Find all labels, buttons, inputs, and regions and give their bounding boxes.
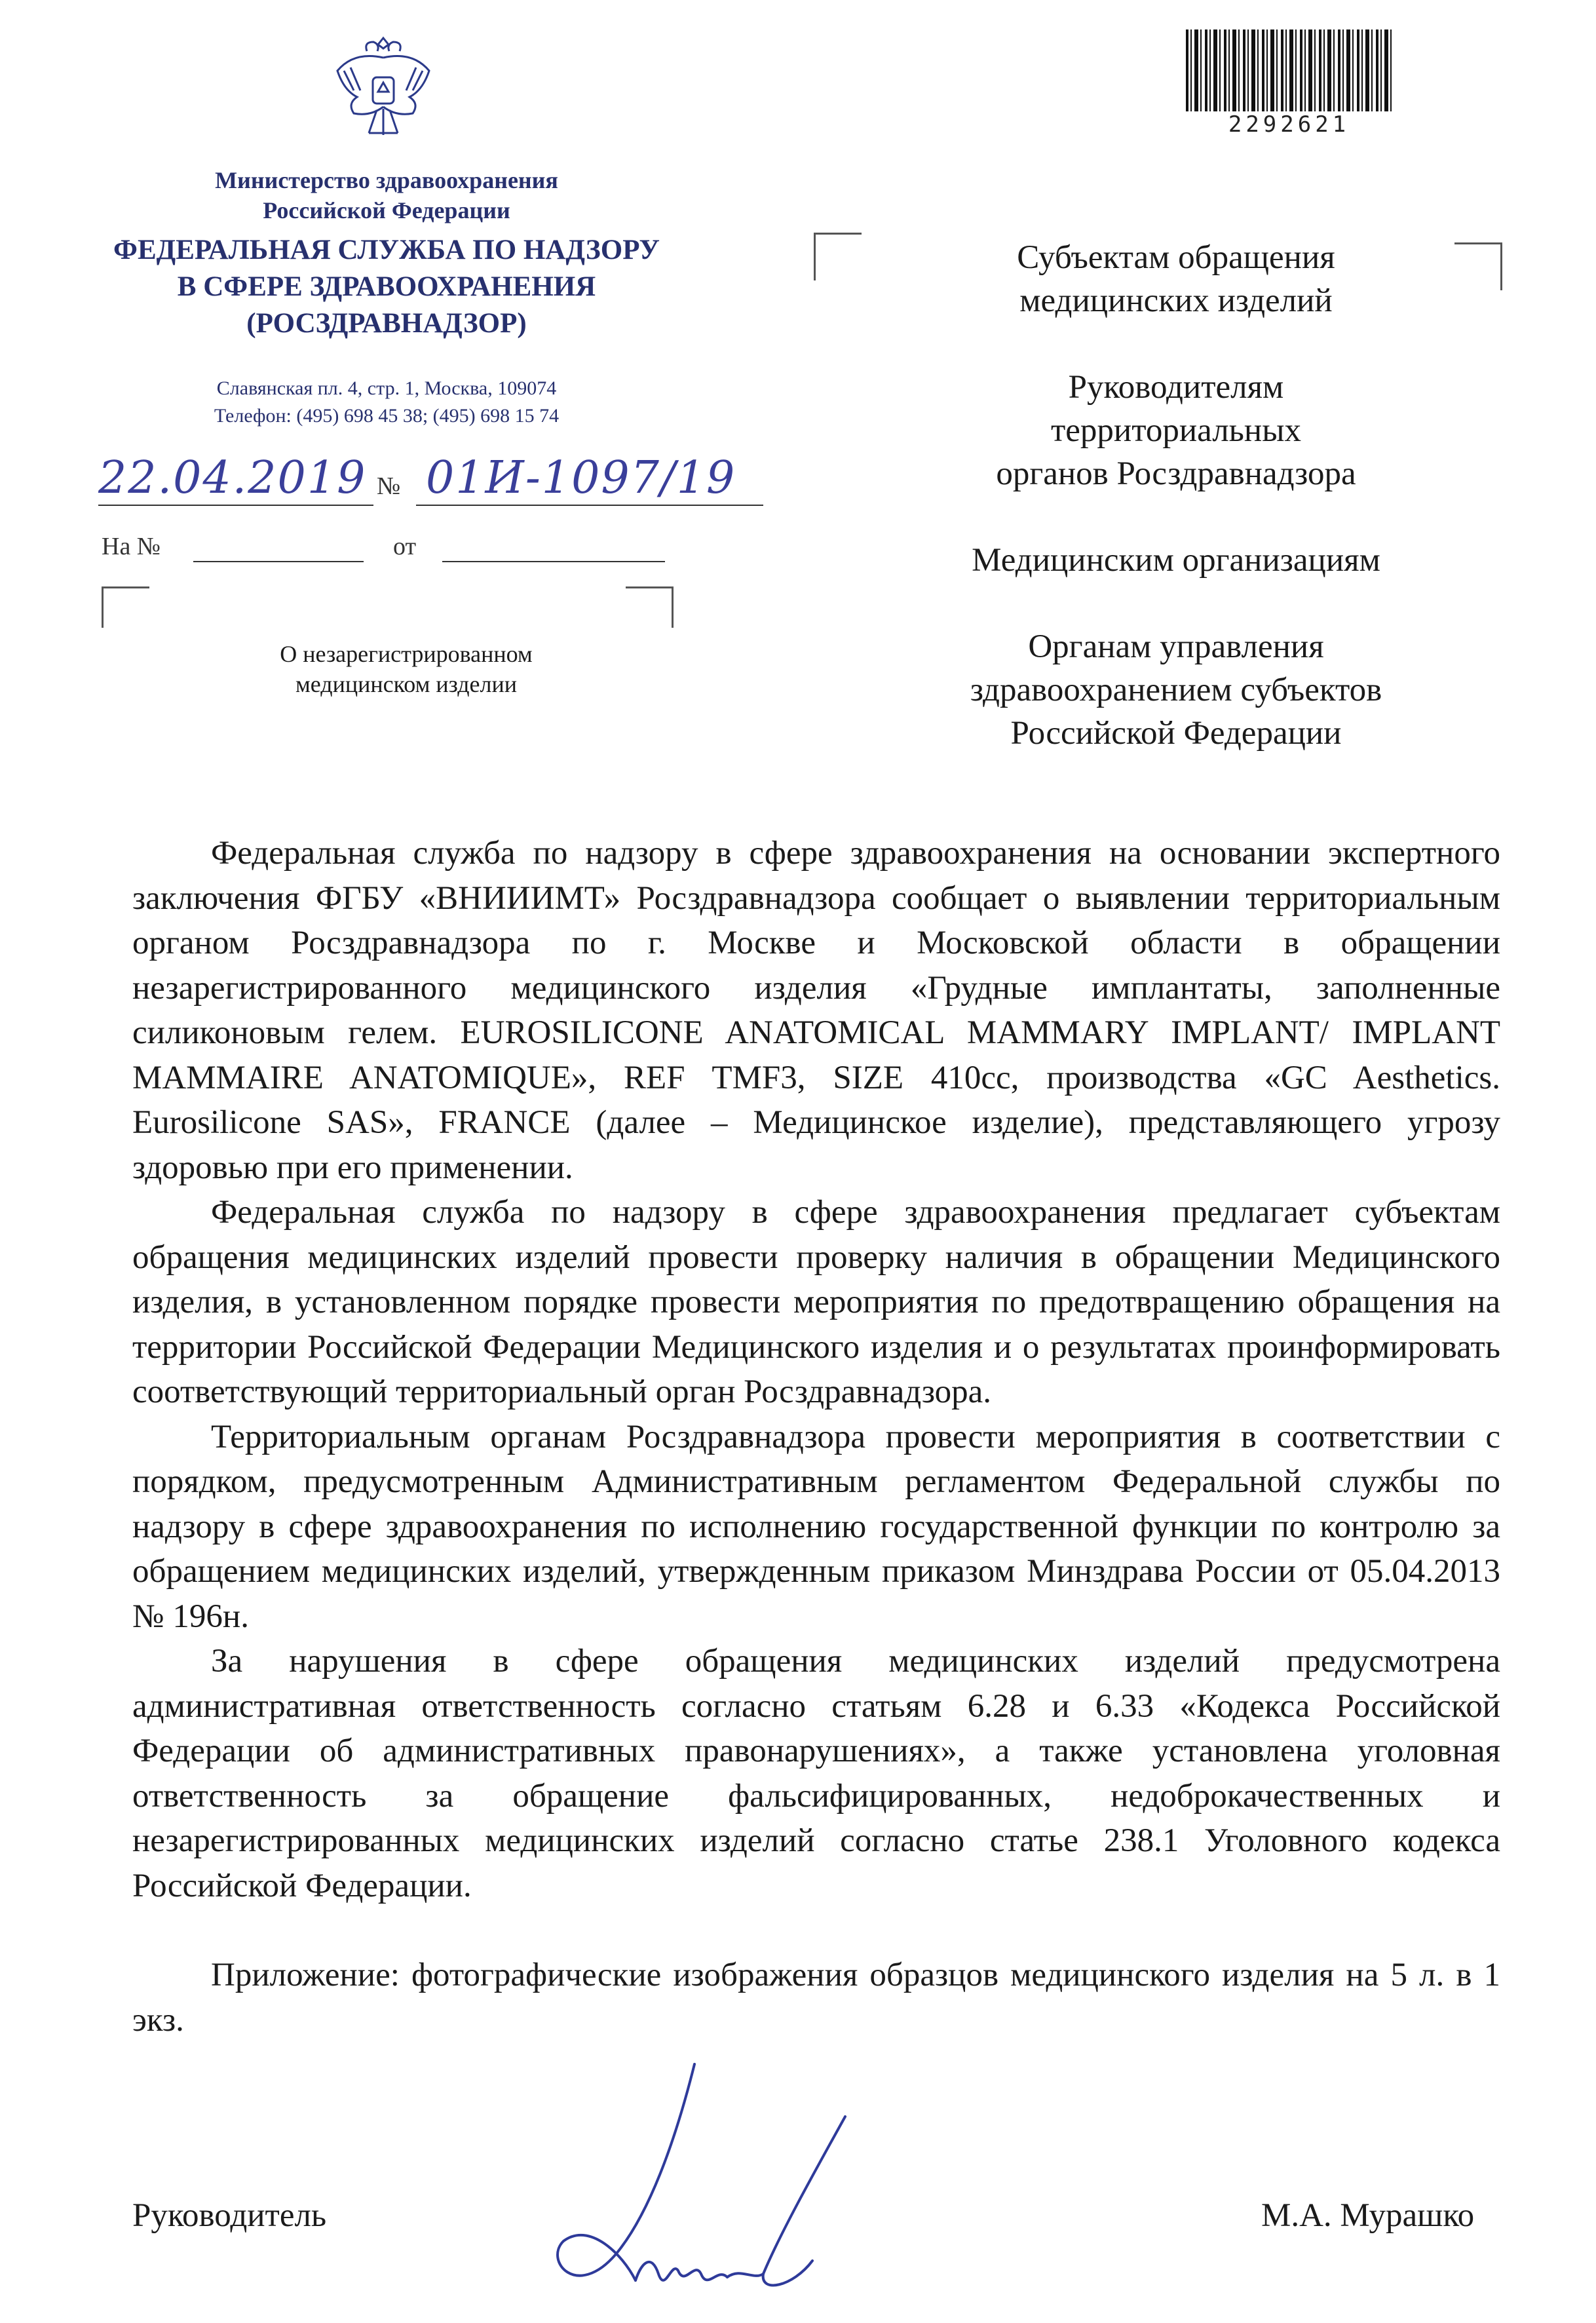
barcode [1186, 29, 1392, 115]
reference-from-label: от [393, 533, 417, 560]
letter-subject: О незарегистрированном медицинском изделии [280, 641, 533, 697]
letterhead [85, 165, 688, 430]
attachment-note: Приложение: фотографические изображения образцов медицинского изделия на 5 л. в 1 экз. [132, 1957, 1500, 2039]
reference-date-blank [442, 561, 665, 562]
registration-number-label: № [377, 472, 401, 500]
signature-scribble [537, 2045, 904, 2320]
reference-number-label: На № [102, 533, 161, 560]
date-underline [98, 505, 373, 506]
letter-body [132, 831, 1500, 2043]
service-address: Славянская пл. 4, стр. 1, Москва, 109074 Телефон: (495) 698 45 38; (495) 698 15 74 [214, 377, 560, 427]
body-paragraph-4: За нарушения в сфере обращения медицинских изделий предусмотрена административная ответственность согласно статьям 6.28 и 6.33 «Кодекса Российской Федерации об административных правонарушениях», а также установлена уголовная ответственность за обращение фальсифицированных, недоброкачественных и незарегистрированных медицинских изделий согласно статье 238.1 Уголовного кодекса Российской Федерации. [132, 1643, 1500, 1904]
ministry-name: Министерство здравоохранения Российской Федерации [215, 167, 558, 223]
addressee-item: Субъектам обращения медицинских изделий [1017, 239, 1335, 319]
number-underline [416, 505, 763, 506]
reference-number-blank [193, 561, 364, 562]
body-paragraph-3: Территориальным органам Росздравнадзора провести мероприятия в соответствии с порядком, предусмотренным Административным регламентом Федеральной службы по надзору в сфере здравоохранения по исполнению государственной функции по контролю за обращением медицинских изделий, утвержденным приказом Минздрава России от 05.04.2013 № 196н. [132, 1418, 1500, 1635]
addressee-item: Руководителям территориальных органов Росздравнадзора [996, 369, 1356, 492]
body-paragraph-1: Федеральная служба по надзору в сфере здравоохранения на основании экспертного заключения ФГБУ «ВНИИИМТ» Росздравнадзора сообщает о выявлении территориальным органом Росздравнадзора по г. Москве и Московской области в обращении незарегистрированного медицинского изделия «Грудные имплантаты, заполненные силиконовым гелем. EUROSILICONE ANATOMICAL MAMMARY IMPLANT/ IMPLANT MAMMAIRE ANATOMIQUE», REF TMF3, SIZE 410cc, производства «GC Aesthetics. Eurosilicone SAS», FRANCE (далее – Медицинское изделие), представляющего угрозу здоровью при его применении. [132, 835, 1500, 1186]
addressee-item: Органам управления здравоохранением субъектов Российской Федерации [970, 628, 1382, 752]
reference-line [102, 532, 672, 565]
service-name: ФЕДЕРАЛЬНАЯ СЛУЖБА ПО НАДЗОРУ В СФЕРЕ ЗДРАВООХРАНЕНИЯ (РОСЗДРАВНАДЗОР) [113, 235, 660, 339]
barcode-bars [1186, 29, 1392, 111]
addressee-list [858, 236, 1494, 755]
coat-of-arms-icon [331, 31, 436, 146]
addressee-bracket-left [814, 233, 862, 280]
signatory-name: М.А. Мурашко [1261, 2197, 1475, 2234]
body-paragraph-2: Федеральная служба по надзору в сфере здравоохранения предлагает субъектам обращения медицинских изделий провести проверку наличия в обращении Медицинского изделия, в установленном порядке провести мероприятия по предотвращению обращения на территории Российской Федерации Медицинского изделия и о результатах проинформировать соответствующий территориальный орган Росздравнадзора. [132, 1194, 1500, 1410]
subject-bracket-left [102, 586, 149, 628]
registration-number: 01И-1097/19 [426, 452, 736, 504]
registration-line [98, 452, 780, 511]
registration-date: 22.04.2019 [98, 452, 367, 504]
barcode-number: 2292621 [1228, 111, 1350, 138]
subject-bracket-right [626, 586, 674, 628]
addressee-item: Медицинским организациям [972, 542, 1380, 579]
signatory-position: Руководитель [132, 2197, 327, 2234]
